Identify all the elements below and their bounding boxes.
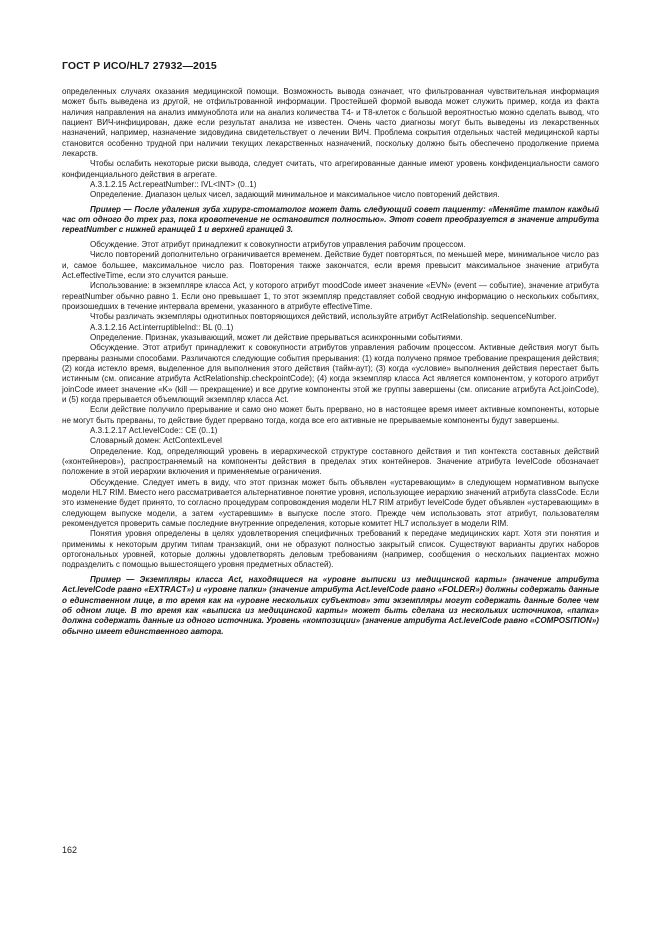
- section-heading: А.3.1.2.17 Act.levelCode:: CE (0..1): [90, 426, 218, 435]
- section-heading: А.3.1.2.16 Act.interruptibleInd:: BL (0..1): [90, 322, 234, 332]
- paragraph: Чтобы различать экземпляры однотипных повторяющихся действий, используйте атрибут ActRelationship. sequenceNumber.: [90, 312, 557, 322]
- document-header: ГОСТ Р ИСО/HL7 27932—2015: [62, 60, 217, 72]
- example-paragraph: Пример — Экземпляры класса Act, находящиеся на «уровне выписки из медицинской карты» (значение атрибута Act.levelCode равно «EXTRACT») и «уровне папки» (значение атрибута Act.levelCode равно «FOLDER») должны содержать данные о единственном лице, в то время как на «уровне нескольких субъектов» эти экземпляры могут содержать данные более чем об одном лице. В то время как «выписка из медицинской карты» может быть сделана из нескольких источников, «папка» должна содержать данные из одного источника. Уровень «композиции» (значение атрибута Act.levelCode равно «COMPOSITION») обычно имеет единственного автора.: [62, 574, 599, 636]
- paragraph: определенных случаях оказания медицинской помощи. Возможность вывода означает, что фильтрованная чувствительная информация может быть выведена из другой, не отфильтрованной информации. Простейшей формой вывода может служить пример, когда из факта наличия направления на анализ иммуноблота или на анализ количества Т4- и Т8-клеток с большой вероятностью можно сделать вывод, что пациент ВИЧ-инфицирован, даже если результат анализа не известен. Очень часто диагнозы могут быть выведены из лекарственных назначений, например, назначение зидовудина свидетельствует о лечении ВИЧ. Проблема сокрытия отдельных частей медицинской карты становится особенно трудной при наличии текущих лекарственных назначений, поскольку должно быть обеспечено продолжение приема лекарств.: [62, 87, 599, 159]
- paragraph: Число повторений дополнительно ограничивается временем. Действие будет повторяться, по меньшей мере, минимальное число раз и, самое большее, максимальное число раз. Повторения также закончатся, если время превысит максимальное значение атрибута Act.effectiveTime, если это случится раньше.: [62, 250, 599, 280]
- paragraph: Использование: в экземпляре класса Act, у которого атрибут moodCode имеет значение «EVN» (event — событие), значение атрибута repeatNumber обычно равно 1. Если оно превышает 1, то этот экземпляр представляет собой сводную информацию о нескольких событиях, произошедших в течение интервала времени, указанного в атрибуте effectiveTime.: [62, 281, 599, 311]
- paragraph: Чтобы ослабить некоторые риски вывода, следует считать, что агрегированные данные имеют уровень конфиденциальности самого конфиденциального действия в агрегате.: [62, 159, 599, 179]
- paragraph: Понятия уровня определены в целях удовлетворения специфичных требований к передаче медицинских карт. Хотя эти понятия и применимы к некоторым другим типам транзакций, они не образуют полностью закрытый список. Существуют варианты других наборов ортогональных уровней, которые должны удовлетворять деловым требованиям (например, сообщения о нескольких пациентах можно подразделить с помощью вышестоящего уровня предметных областей).: [62, 529, 599, 570]
- page-number: 162: [62, 845, 78, 855]
- paragraph: Определение. Признак, указывающий, может ли действие прерываться асинхронными событиями.: [90, 332, 463, 342]
- paragraph: Если действие получило прерывание и само оно может быть прервано, но в настоящее время имеет активные компоненты, которые не могут быть прерваны, то действие будет прервано тогда, когда все его активные не прерываемые компоненты будут завершены.: [62, 405, 599, 425]
- paragraph: Определение. Код, определяющий уровень в иерархической структуре составного действия и тип контекста составных действий («контейнеров»), распространяемый на компоненты действия в пределах этих контейнеров. Значение атрибута levelCode обозначает положение в этой иерархии включения и применяемые ограничения.: [62, 446, 599, 477]
- paragraph: Словарный домен: ActContextLevel: [90, 436, 222, 446]
- section-heading: А.3.1.2.15 Act.repeatNumber:: IVL<INT> (0..1): [90, 180, 257, 190]
- paragraph: Определение. Диапазон целых чисел, задающий минимальное и максимальное число повторений действия.: [90, 190, 500, 200]
- paragraph: Обсуждение. Следует иметь в виду, что этот признак может быть объявлен «устаревающим» в следующем нормативном выпуске модели HL7 RIM. Вместо него рассматривается альтернативное понятие уровня, использующее иерархию значений атрибута classCode. Если это изменение будет принято, то согласно процедурам сопровождения модели HL7 RIM атрибут levelCode будет объявлен «устаревающим» в следующем выпуске модели, а затем «устаревшим» в выпуске после этого. Прежде чем использовать этот атрибут, пользователям рекомендуется проверить самые последние внутренние определения, которые комитет HL7 использует в модели RIM.: [62, 477, 599, 529]
- example-paragraph: Пример — После удаления зуба хирург-стоматолог может дать следующий совет пациенту: «Меняйте тампон каждый час от одного до трех раз, пока кровотечение не остановится полностью». Этот совет преобразуется в значение атрибута repeatNumber с нижней границей 1 и верхней границей 3.: [62, 204, 599, 235]
- document-body: [62, 87, 599, 641]
- paragraph: Обсуждение. Этот атрибут принадлежит к совокупности атрибутов управления рабочим процессом.: [90, 239, 466, 249]
- paragraph: Обсуждение. Этот атрибут принадлежит к совокупности атрибутов управления рабочим процессом. Активные действия могут быть прерваны разными способами. Различаются следующие события прерывания: (1) когда получено прямое требование прекращения действия; (2) когда истекло время, выделенное для выполнения этого действия (тайм-аут); (3) когда «условие» выполнения действия перестает быть истинным (см. описание атрибута ActRelationship.checkpointCode); (4) когда экземпляр класса Act является компонентом, у которого атрибут joinCode имеет значение «K» (kill — прекращение) и все другие компоненты этой же группы завершены (см. описание атрибута Act.joinCode), и (5) когда прерывается объемлющий экземпляр класса Act.: [62, 343, 599, 404]
